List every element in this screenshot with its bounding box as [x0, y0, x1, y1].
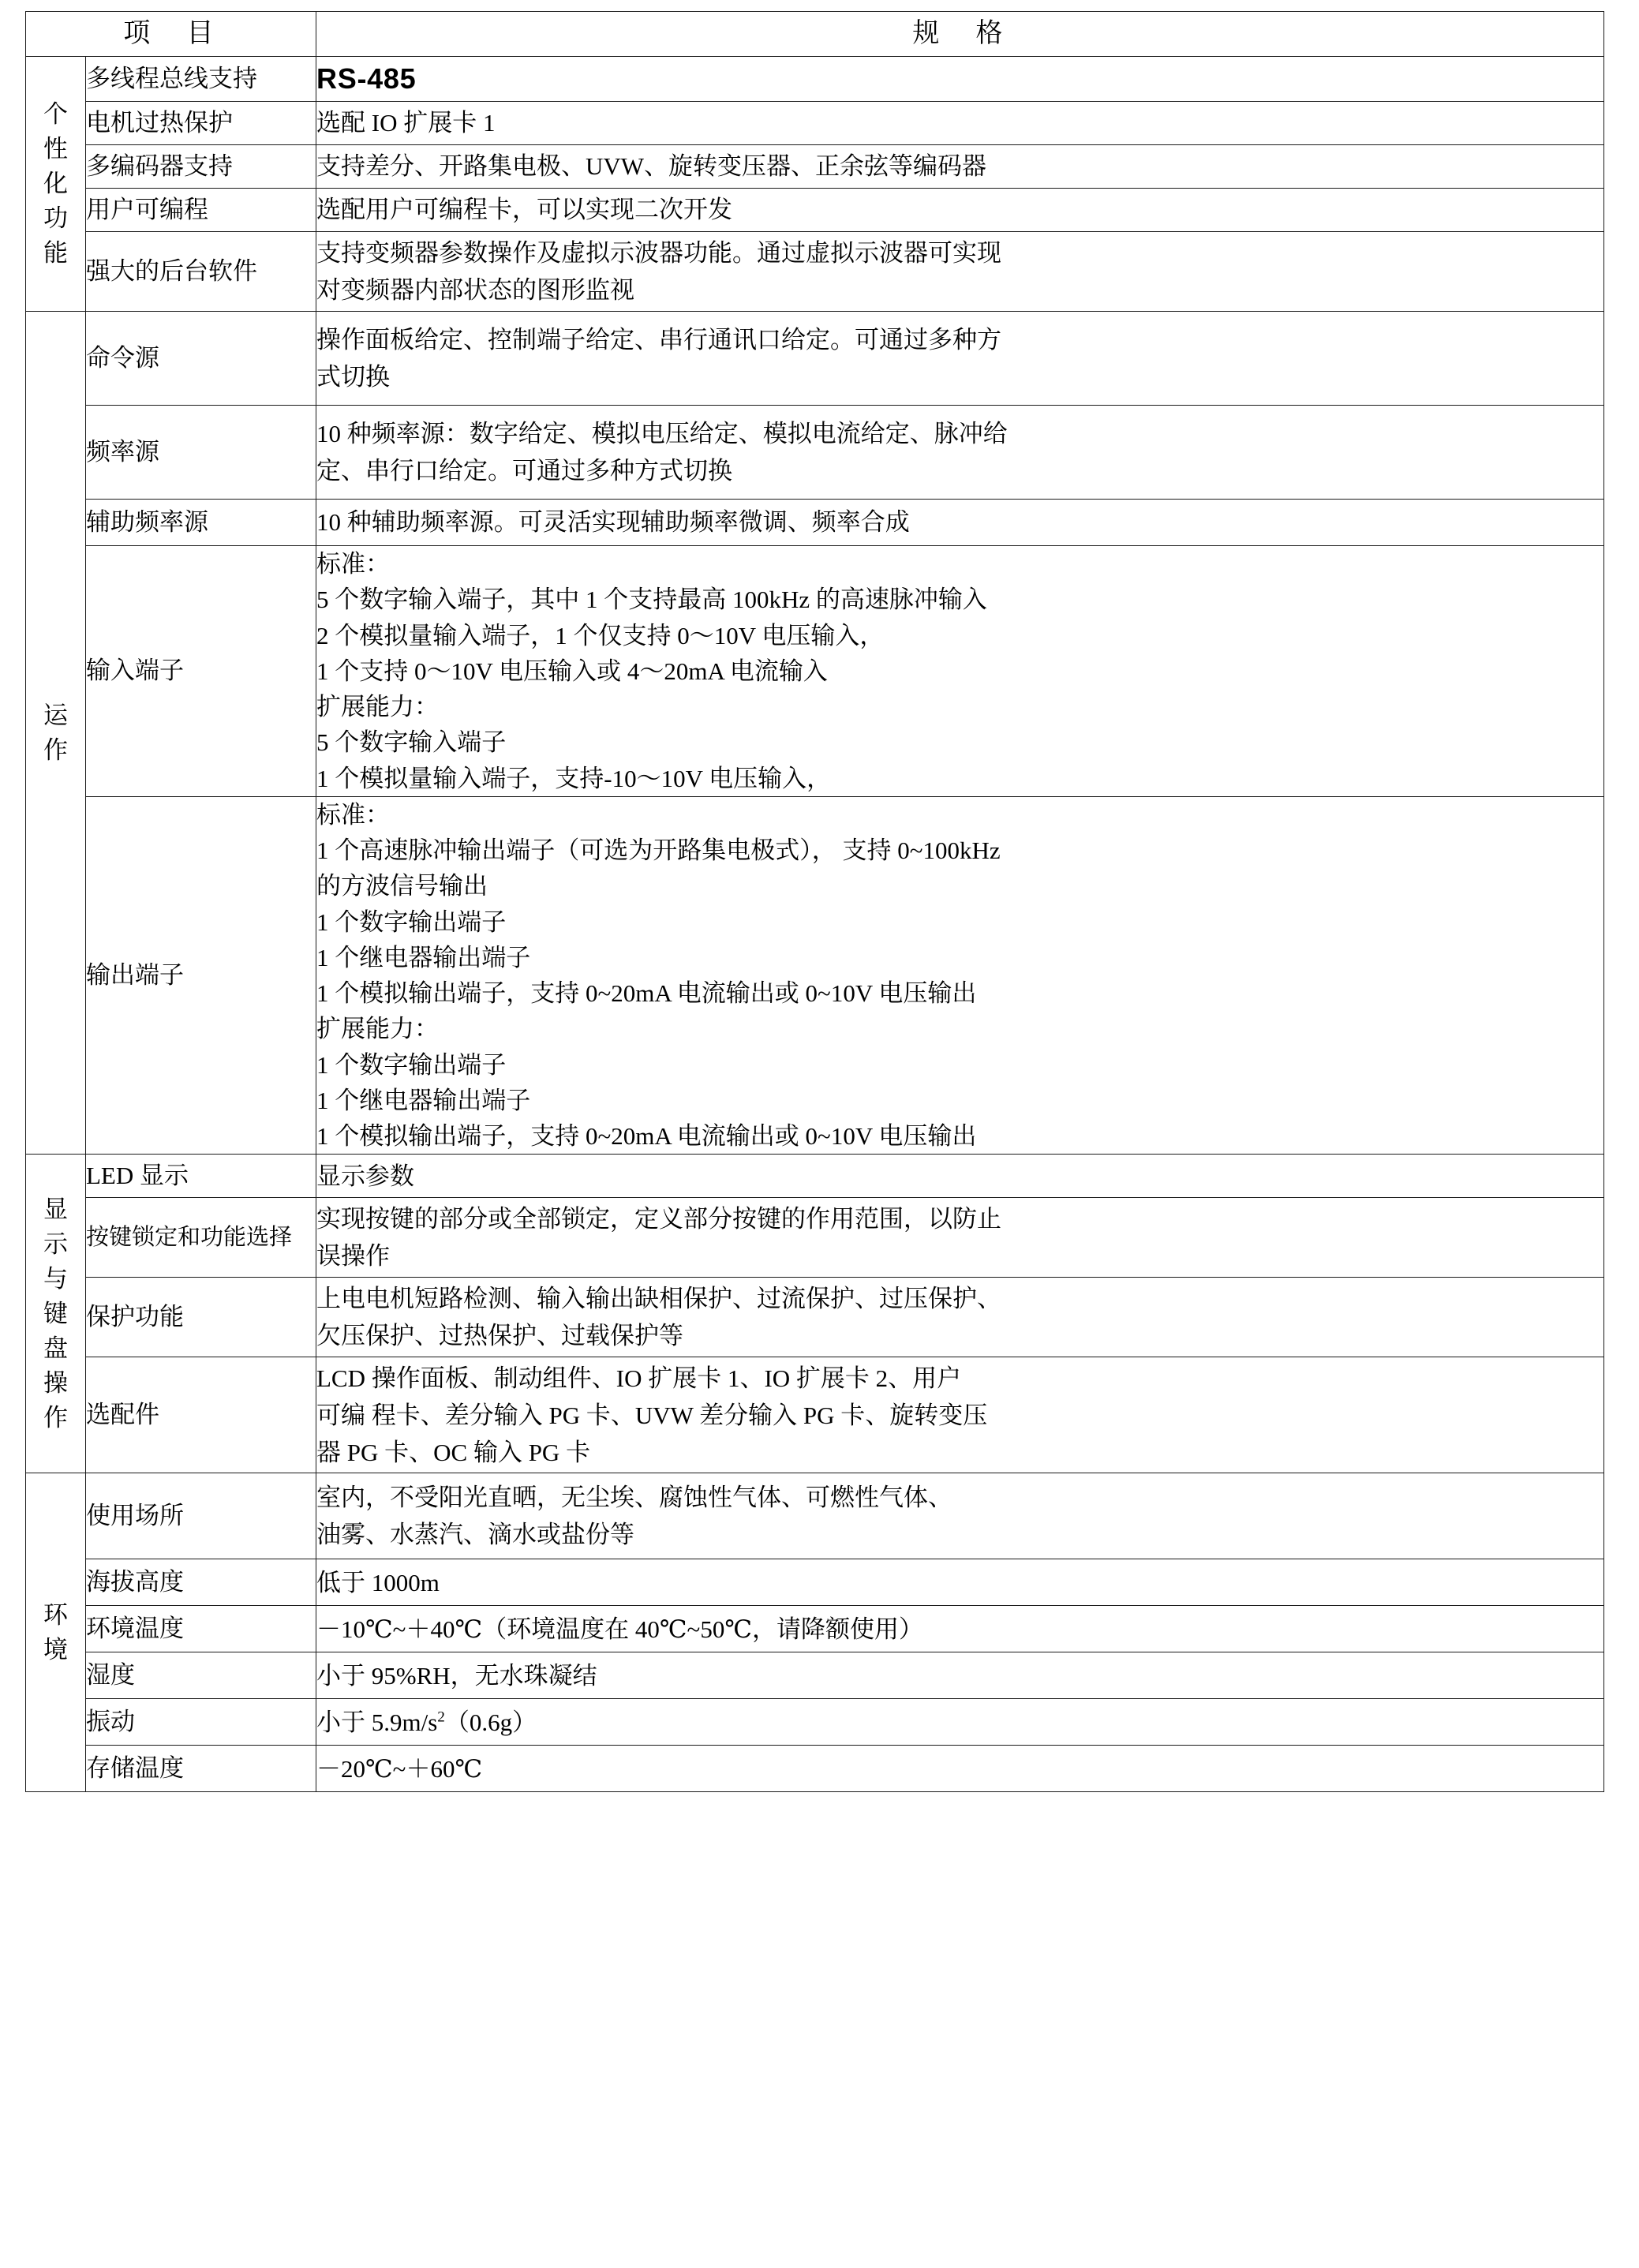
row-spec-value: 10 种辅助频率源。可灵活实现辅助频率微调、频率合成: [316, 500, 1604, 546]
row-item-label: 多线程总线支持: [86, 57, 316, 102]
row-spec-value: 支持差分、开路集电极、UVW、旋转变压器、正余弦等编码器: [316, 145, 1604, 189]
row-spec-value: RS-485: [316, 57, 1604, 102]
row-item-label: 多编码器支持: [86, 145, 316, 189]
group-label-vertical-text: 显 示 与 键 盘 操 作: [43, 1195, 68, 1432]
group-label-operation: [26, 312, 86, 1155]
row-item-label: 保护功能: [86, 1278, 316, 1357]
row-spec-value: 标准： 1 个高速脉冲输出端子（可选为开路集电极式）， 支持 0~100kHz 的方波信号输出 1 个数字输出端子 1 个继电器输出端子 1 个模拟输出端子，支持 0~20mA 电流输出或 0~10V 电压输出 扩展能力： 1 个数字输出端子 1 个继电器输出端子 1 个模拟输出端子，支持 0~20mA 电流输出或 0~10V 电压输出: [316, 796, 1604, 1155]
group-label-vertical-text: 环 境: [43, 1600, 68, 1664]
table-row: [26, 102, 1604, 145]
table-row: [26, 312, 1604, 406]
row-item-label: 强大的后台软件: [86, 232, 316, 312]
row-spec-value: 选配用户可编程卡，可以实现二次开发: [316, 189, 1604, 232]
table-row: [26, 1699, 1604, 1746]
group-label-display-and-keypad-operation: [26, 1155, 86, 1473]
row-item-label: 频率源: [86, 406, 316, 500]
row-spec-value: 10 种频率源：数字给定、模拟电压给定、模拟电流给定、脉冲给 定、串行口给定。可通过多种方式切换: [316, 406, 1604, 500]
row-item-label: 电机过热保护: [86, 102, 316, 145]
row-spec-value: 显示参数: [316, 1155, 1604, 1198]
row-spec-value: 标准： 5 个数字输入端子，其中 1 个支持最高 100kHz 的高速脉冲输入 2 个模拟量输入端子，1 个仅支持 0～10V 电压输入， 1 个支持 0～10V 电压输入或 4～20mA 电流输入 扩展能力： 5 个数字输入端子 1 个模拟量输入端子，支持-10～10V 电压输入，: [316, 546, 1604, 797]
table-row: [26, 189, 1604, 232]
column-header-spec-label: 规 格: [912, 19, 1008, 48]
table-row: [26, 1652, 1604, 1699]
table-row: [26, 1606, 1604, 1652]
group-label-vertical-text: 个 性 化 功 能: [43, 99, 68, 268]
row-item-label: 输入端子: [86, 546, 316, 797]
table-row: [26, 1357, 1604, 1473]
row-spec-value: LCD 操作面板、制动组件、IO 扩展卡 1、IO 扩展卡 2、用户 可编 程卡、差分输入 PG 卡、UVW 差分输入 PG 卡、旋转变压 器 PG 卡、OC 输入 PG 卡: [316, 1357, 1604, 1473]
table-row: [26, 1198, 1604, 1278]
row-spec-value: 上电电机短路检测、输入输出缺相保护、过流保护、过压保护、 欠压保护、过热保护、过载保护等: [316, 1278, 1604, 1357]
table-row: [26, 546, 1604, 797]
row-item-label: 存储温度: [86, 1746, 316, 1792]
row-spec-value: 实现按键的部分或全部锁定，定义部分按键的作用范围，以防止 误操作: [316, 1198, 1604, 1278]
row-spec-value: 小于 $5.9m/s^2(0.6g)$: [316, 1699, 1604, 1746]
row-spec-value: 小于 95%RH，无水珠凝结: [316, 1652, 1604, 1699]
table-row: [26, 145, 1604, 189]
column-header-item: [26, 12, 316, 57]
row-item-label: 命令源: [86, 312, 316, 406]
table-row: [26, 1155, 1604, 1198]
row-item-label: 按键锁定和功能选择: [86, 1198, 316, 1278]
column-header-item-label: 项 目: [123, 19, 219, 48]
table-header-row: [26, 12, 1604, 57]
row-spec-value: 支持变频器参数操作及虚拟示波器功能。通过虚拟示波器可实现 对变频器内部状态的图形监视: [316, 232, 1604, 312]
table-row: [26, 57, 1604, 102]
row-spec-value: 室内，不受阳光直晒，无尘埃、腐蚀性气体、可燃性气体、 油雾、水蒸汽、滴水或盐份等: [316, 1473, 1604, 1559]
table-row: [26, 500, 1604, 546]
row-item-label: 用户可编程: [86, 189, 316, 232]
column-header-spec: [316, 12, 1604, 57]
row-spec-value: 操作面板给定、控制端子给定、串行通讯口给定。可通过多种方 式切换: [316, 312, 1604, 406]
row-item-label: 辅助频率源: [86, 500, 316, 546]
table-row: [26, 232, 1604, 312]
row-item-label: 输出端子: [86, 796, 316, 1155]
row-item-label: 环境温度: [86, 1606, 316, 1652]
row-item-label: 湿度: [86, 1652, 316, 1699]
table-row: [26, 1278, 1604, 1357]
table-row: [26, 1559, 1604, 1606]
table-row: [26, 1473, 1604, 1559]
row-spec-value: 选配 IO 扩展卡 1: [316, 102, 1604, 145]
row-item-label: 选配件: [86, 1357, 316, 1473]
table-row: [26, 1746, 1604, 1792]
row-spec-value: 低于 1000m: [316, 1559, 1604, 1606]
table-row: [26, 796, 1604, 1155]
row-item-label: 使用场所: [86, 1473, 316, 1559]
table-row: [26, 406, 1604, 500]
group-label-vertical-text: 运 作: [43, 701, 68, 764]
row-item-label: 振动: [86, 1699, 316, 1746]
row-item-label: LED 显示: [86, 1155, 316, 1198]
row-spec-value: －10℃~＋40℃（环境温度在 40℃~50℃，请降额使用）: [316, 1606, 1604, 1652]
group-label-personalized-functions: [26, 57, 86, 312]
row-spec-value: －20℃~＋60℃: [316, 1746, 1604, 1792]
group-label-environment: [26, 1473, 86, 1792]
specification-table: [25, 11, 1604, 1792]
row-item-label: 海拔高度: [86, 1559, 316, 1606]
